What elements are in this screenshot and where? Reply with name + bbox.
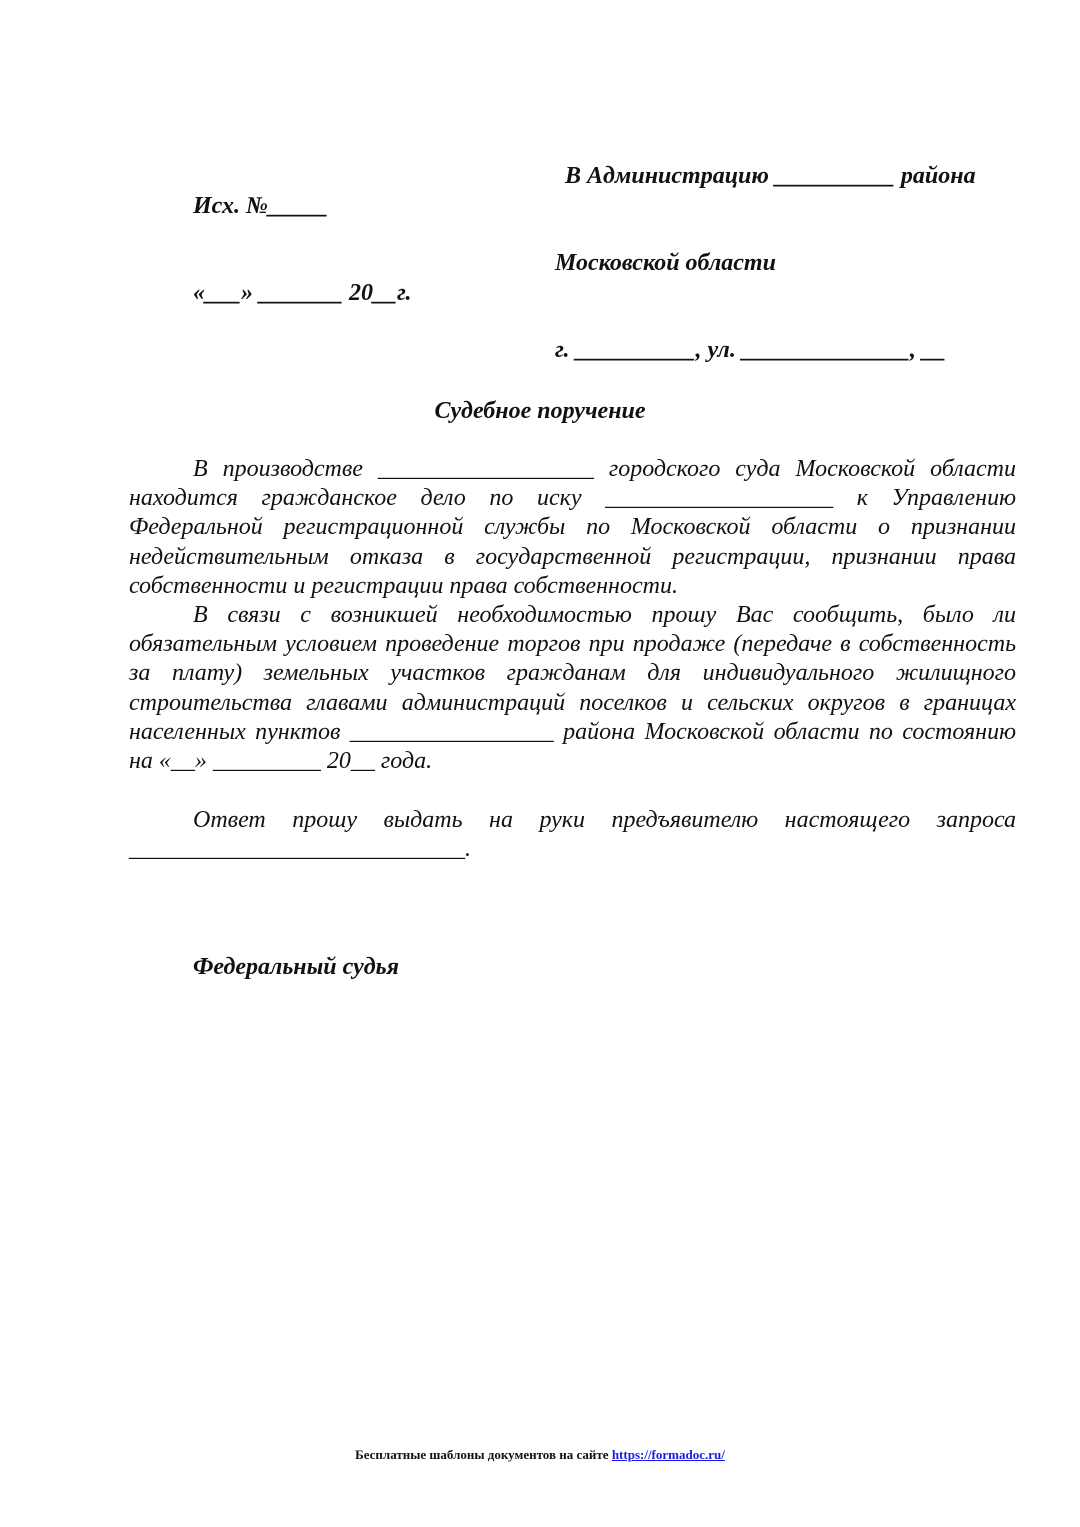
- ref-number: Исх. №_____: [193, 193, 328, 219]
- footer-text: Бесплатные шаблоны документов на сайте: [355, 1447, 612, 1462]
- footer: [0, 1446, 1080, 1464]
- paragraph-3: Ответ прошу выдать на руки предъявителю настоящего запроса ____________________________.: [129, 807, 1016, 863]
- ref-date: «___» _______ 20__г.: [193, 280, 412, 306]
- addressee-line-3: г. __________, ул. ______________, __: [555, 337, 946, 363]
- body-paragraphs: [129, 455, 1016, 776]
- closing-request: [129, 806, 1016, 864]
- paragraph-1: В производстве __________________ городского суда Московской области находится гражданское дело по иску ___________________ к Управлению Федеральной регистрационной службы по Московской области о признании недействительным отказа в государственной регистрации, признании права собственности и регистрации права собственности.: [129, 456, 1016, 599]
- document-title: Судебное поручение: [434, 398, 646, 424]
- addressee-line-1: В Администрацию __________ района: [565, 163, 976, 189]
- addressee-line-2: Московской области: [555, 250, 776, 276]
- signature-label: Федеральный судья: [193, 954, 399, 980]
- ref-block: [193, 134, 412, 366]
- paragraph-2: В связи с возникшей необходимостью прошу Вас сообщить, было ли обязательным условием проведение торгов при продаже (передаче в собственность за плату) земельных участков гражданам для индивидуального жилищного строительства главами администраций поселков и сельских округов в границах населенных пунктов _________________ района Московской области по состоянию на «__» _________ 20__ года.: [129, 602, 1016, 775]
- addressee-block: [555, 104, 976, 423]
- footer-link[interactable]: https://formadoc.ru/: [611, 1447, 725, 1462]
